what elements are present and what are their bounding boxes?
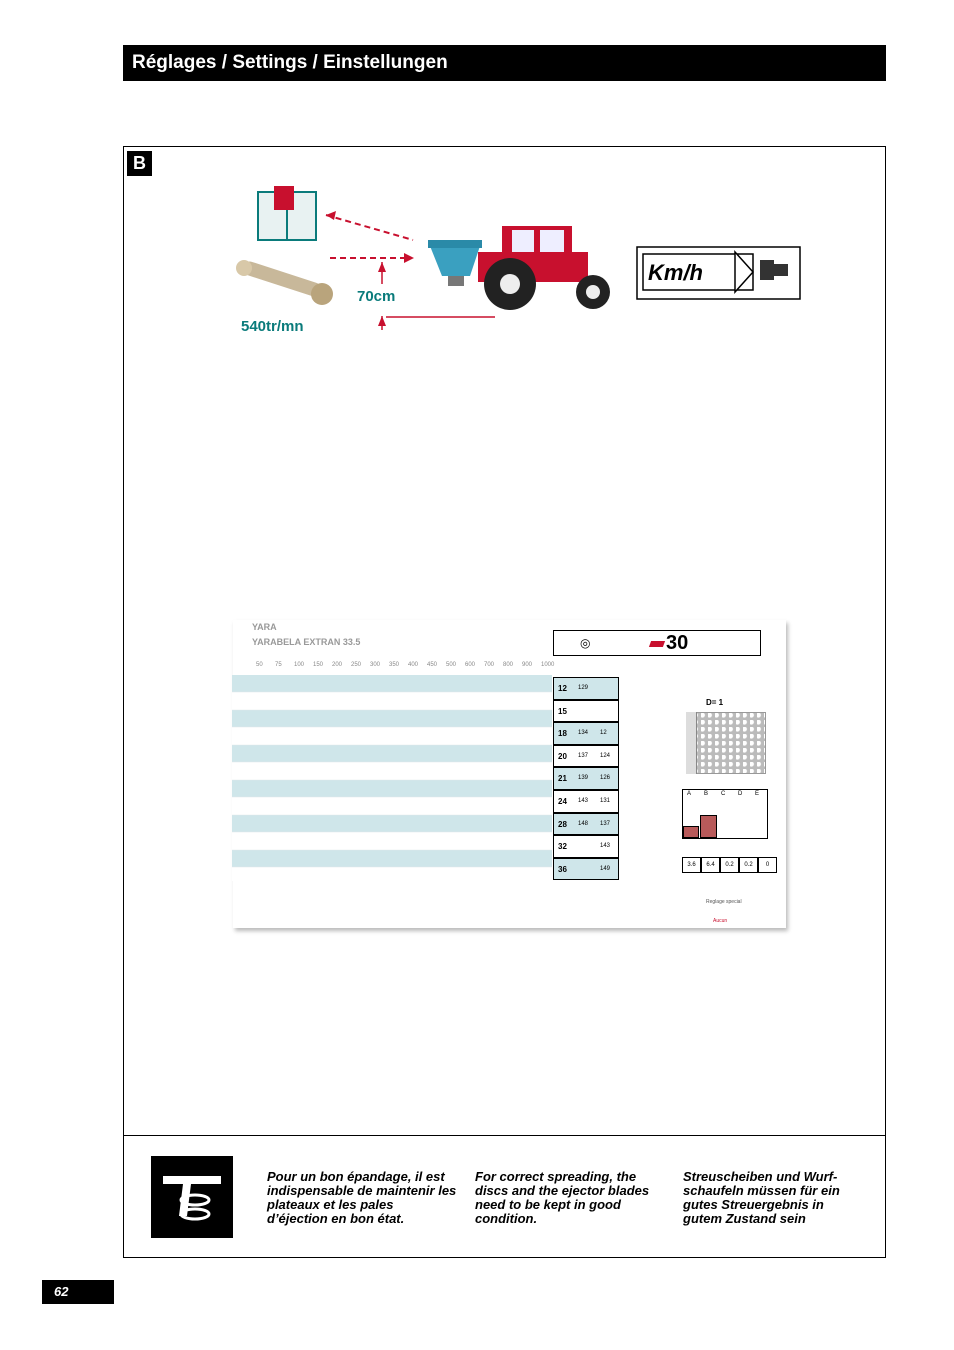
brand-label: YARA [252, 622, 277, 632]
width-label: 24 [558, 797, 567, 806]
section-label: B [127, 151, 152, 176]
rate-table [232, 675, 552, 881]
width-label: 15 [558, 706, 567, 716]
rate-value-col1: 143 [578, 798, 589, 804]
special-setting-label: Reglage special [706, 899, 742, 905]
manual-book-icon [258, 186, 316, 240]
width-cell [553, 722, 619, 745]
granule-sample-image [686, 712, 766, 774]
width-cell [553, 745, 619, 768]
product-label: YARABELA EXTRAN 33.5 [252, 637, 361, 647]
rate-column-header: 250 [351, 662, 362, 668]
rate-value-col1: 129 [578, 685, 589, 691]
special-setting-value: Aucun [713, 918, 728, 924]
histogram-value: 0.2 [720, 857, 739, 873]
histogram-value: 0 [758, 857, 777, 873]
setup-diagram [230, 180, 810, 340]
rate-column-header: 500 [446, 662, 457, 668]
rate-column-header: 900 [522, 662, 533, 668]
maintenance-icon [151, 1156, 233, 1238]
width-cell [553, 858, 619, 881]
setting-header-box [553, 630, 761, 656]
width-cell [553, 813, 619, 836]
page-header: Réglages / Settings / Einstellungen [123, 45, 886, 81]
hist-bar-b [700, 815, 717, 838]
pto-speed-label: 540tr/mn [241, 318, 304, 335]
rate-value-col1: 137 [578, 752, 589, 759]
rate-column-header: 800 [503, 662, 514, 668]
histogram-label: E [755, 791, 760, 797]
width-cell [553, 700, 619, 723]
width-cell [553, 767, 619, 790]
rate-value-col1: 134 [578, 730, 589, 737]
histogram-label: C [721, 791, 726, 797]
height-label: 70cm [357, 288, 396, 305]
rate-column-header: 150 [313, 662, 324, 668]
note-en: For correct spreading, the discs and the ejector blades need to be kept in good condition. [475, 1169, 650, 1226]
width-label: 12 [558, 684, 567, 693]
rate-column-header: 350 [389, 662, 400, 668]
hist-bar-a [683, 826, 699, 838]
rate-column-header: 75 [275, 662, 282, 668]
rate-column-header: 50 [256, 662, 263, 668]
rate-value-col2: 149 [600, 865, 611, 872]
rate-column-header: 1000 [541, 662, 555, 668]
rate-value-col2: 124 [600, 752, 611, 759]
histogram-label: A [687, 791, 692, 797]
note-fr: Pour un bon épandage, il est indispensable de maintenir les plateaux et les pales d’éjection en bon état. [267, 1169, 457, 1226]
speed-unit-label: Km/h [648, 260, 703, 285]
setting-red-marker [649, 641, 665, 647]
pto-shaft-icon [236, 260, 333, 305]
arrow-to-manual [326, 215, 413, 240]
setting-value: 30 [666, 632, 689, 654]
histogram-label: D [738, 791, 743, 797]
note-de: Streuscheiben und Wurf-schaufeln müssen für ein gutes Streuergebnis in gutem Zustand sein [683, 1169, 840, 1226]
rate-column-header: 100 [294, 662, 305, 668]
width-label: 20 [558, 751, 567, 761]
histogram-value: 3.6 [682, 857, 701, 873]
page-number: 62 [42, 1280, 114, 1304]
density-label: D= 1 [706, 698, 724, 707]
width-label: 18 [558, 729, 567, 739]
rate-column-header: 300 [370, 662, 381, 668]
rate-column-header: 700 [484, 662, 495, 668]
rate-column-header: 200 [332, 662, 343, 668]
rate-value-col2: 143 [600, 843, 611, 850]
rate-value-col2: 137 [600, 820, 611, 827]
width-label: 28 [558, 819, 567, 829]
rate-value-col2: 131 [600, 798, 611, 804]
rate-value-col1: 148 [578, 820, 589, 827]
width-cell [553, 677, 619, 700]
rate-value-col1: 139 [578, 775, 589, 782]
rate-column-header: 400 [408, 662, 419, 668]
width-label: 21 [558, 774, 567, 784]
rate-column-header: 600 [465, 662, 476, 668]
histogram-label: B [704, 791, 709, 797]
section-divider [123, 1135, 886, 1136]
spreader-hopper-icon [428, 240, 482, 286]
density-scale [686, 712, 697, 774]
width-cell [553, 835, 619, 858]
width-label: 32 [558, 842, 567, 852]
histogram-value: 6.4 [701, 857, 720, 873]
rate-column-header: 450 [427, 662, 438, 668]
histogram-value: 0.2 [739, 857, 758, 873]
disc-icon: ◎ [580, 636, 591, 650]
width-cell [553, 790, 619, 813]
rate-value-col2: 12 [600, 730, 607, 737]
tractor-icon [478, 226, 610, 310]
rate-value-col2: 126 [600, 775, 611, 782]
width-label: 36 [558, 864, 567, 874]
